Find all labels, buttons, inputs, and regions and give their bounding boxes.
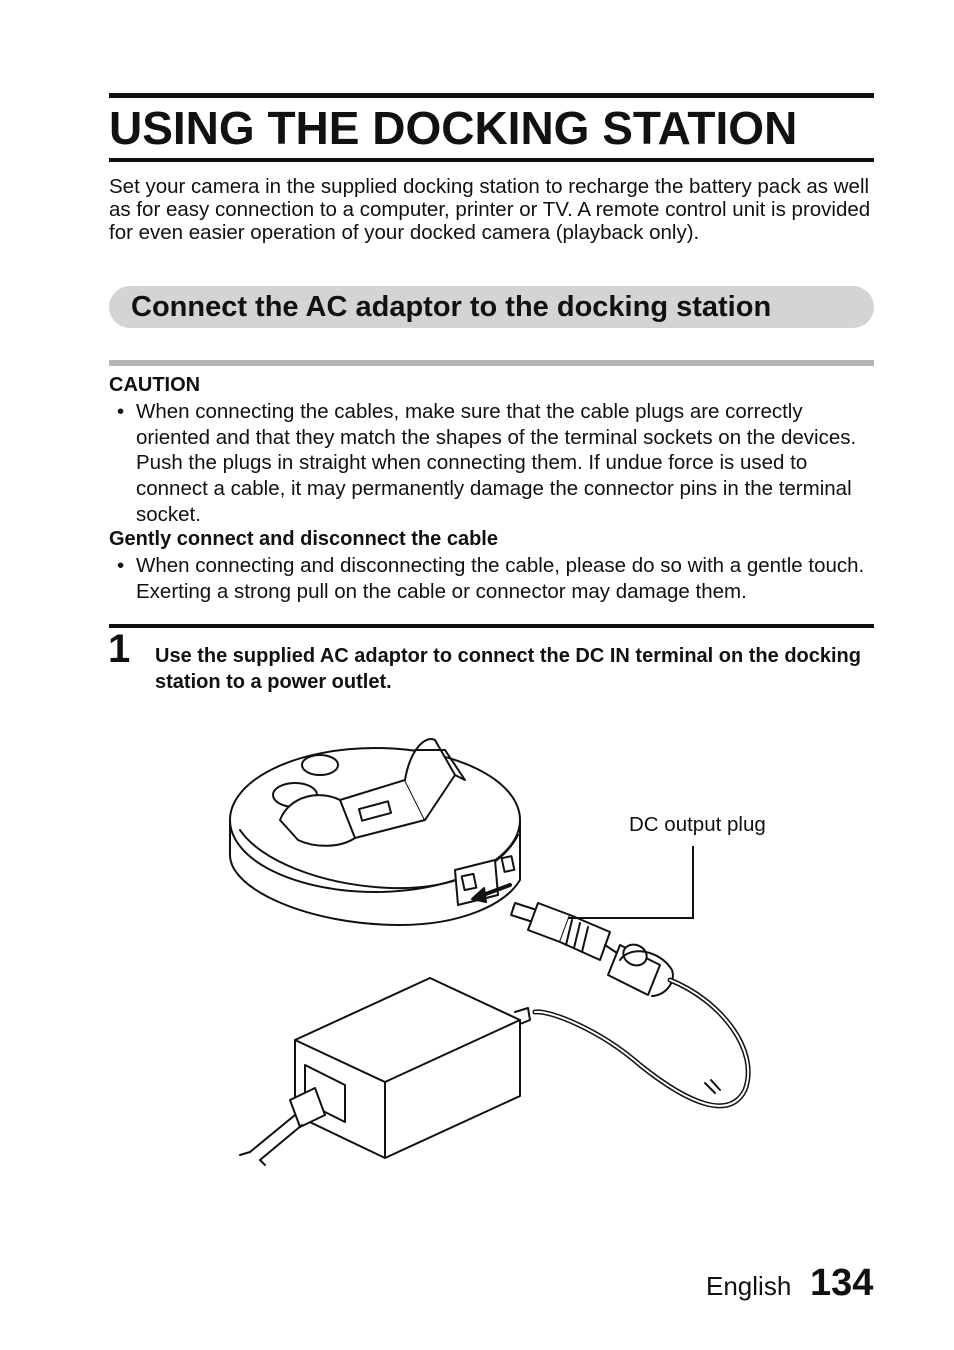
caution-bullet-2	[109, 553, 874, 604]
docking-station-illustration	[220, 720, 800, 1170]
bullet-icon: •	[117, 400, 125, 423]
ferrite-core	[608, 941, 673, 996]
step-number: 1	[108, 627, 131, 671]
bullet-icon: •	[117, 554, 125, 577]
caution-bullet-1-text: When connecting the cables, make sure that the cable plugs are correctly oriented and that they match the shapes of the terminal sockets on the devices. Push the plugs in straight when connecting them. If undue force is used to connect a cable, it may permanently damage the connector pins in the terminal socket.	[136, 400, 857, 526]
caution-bullet-2-text: When connecting and disconnecting the cable, please do so with a gentle touch. Exerting a strong pull on the cable or connector may damage them.	[136, 554, 865, 603]
page-number: 134	[810, 1262, 874, 1304]
section-heading: Connect the AC adaptor to the docking station	[131, 291, 772, 323]
dc-output-plug-label: DC output plug	[629, 813, 766, 836]
step-divider	[109, 624, 874, 628]
page-title: USING THE DOCKING STATION	[109, 102, 798, 154]
title-top-rule	[109, 93, 874, 98]
intro-paragraph: Set your camera in the supplied docking station to recharge the battery pack as well as for easy connection to a computer, printer or TV. A remote control unit is provided for even easier operation of your docked camera (playback only).	[109, 175, 871, 244]
callout-leader-line	[560, 840, 700, 930]
caution-heading: CAUTION	[109, 374, 201, 396]
title-bottom-rule	[109, 158, 874, 162]
ac-adaptor	[240, 978, 530, 1165]
caution-divider	[109, 360, 874, 366]
footer-language: English	[706, 1271, 792, 1301]
step-instruction: Use the supplied AC adaptor to connect the DC IN terminal on the docking station to a power outlet.	[155, 645, 861, 693]
caution-subheading: Gently connect and disconnect the cable	[109, 528, 498, 550]
caution-bullet-1	[109, 399, 874, 528]
